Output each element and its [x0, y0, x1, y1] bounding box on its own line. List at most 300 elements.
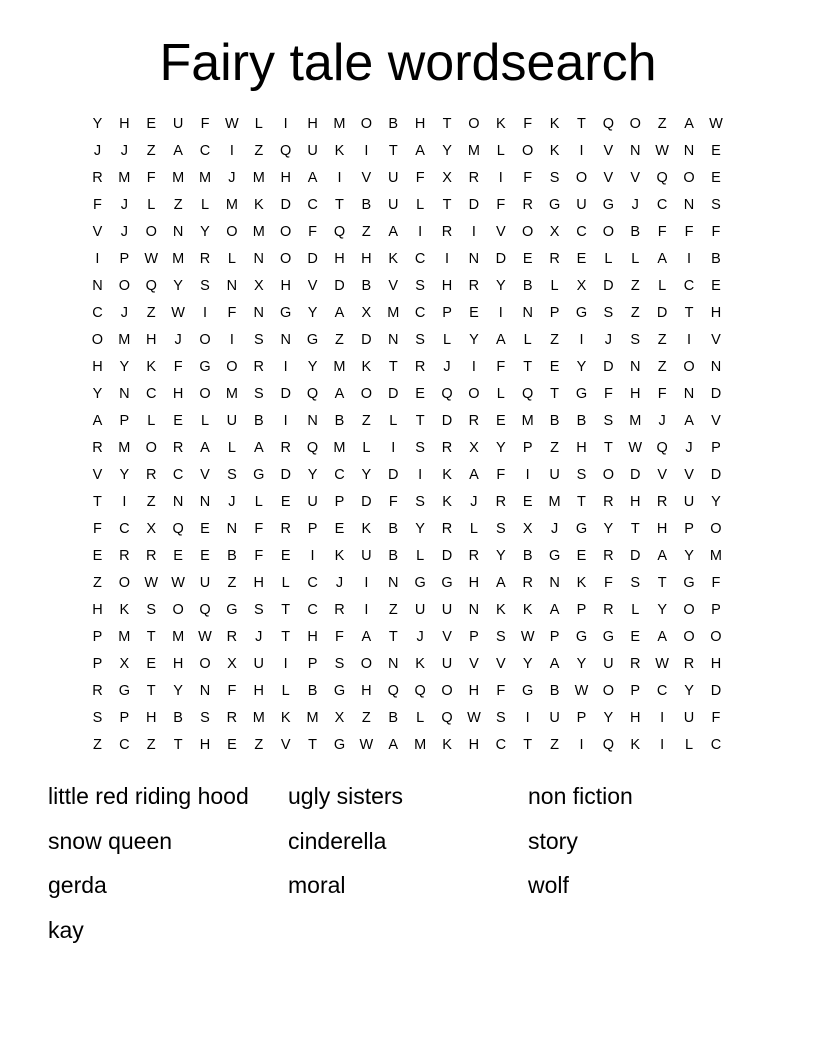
grid-letter: S	[415, 332, 425, 348]
grid-letter: G	[333, 683, 346, 699]
grid-letter: I	[283, 413, 288, 429]
grid-letter: G	[199, 359, 211, 375]
grid-letter: C	[307, 575, 318, 591]
grid-letter: Z	[146, 143, 156, 159]
grid-letter: O	[683, 629, 695, 645]
grid-letter: R	[603, 494, 614, 510]
grid-letter: A	[334, 386, 345, 402]
grid-letter: Z	[550, 332, 560, 348]
grid-letter: V	[92, 224, 103, 240]
grid-letter: N	[468, 251, 480, 267]
grid-letter: Y	[119, 467, 130, 483]
grid-letter: J	[228, 494, 236, 510]
grid-letter: R	[468, 413, 480, 429]
grid-letter: U	[683, 710, 695, 726]
grid-letter: V	[657, 467, 667, 483]
grid-letter: R	[495, 494, 507, 510]
grid-letter: D	[630, 548, 641, 564]
grid-letter: Q	[199, 602, 211, 618]
grid-letter: V	[711, 332, 721, 348]
grid-letter: F	[388, 494, 398, 510]
grid-letter: E	[576, 548, 587, 564]
grid-letter: E	[549, 359, 560, 375]
grid-letter: Y	[522, 656, 533, 672]
grid-letter: R	[253, 359, 265, 375]
grid-letter: R	[92, 683, 103, 699]
grid-letter: N	[683, 197, 695, 213]
grid-letter: G	[602, 629, 614, 645]
grid-letter: C	[576, 224, 587, 240]
grid-letter: I	[660, 710, 665, 726]
grid-letter: F	[496, 467, 506, 483]
grid-letter: Y	[173, 683, 183, 699]
grid-letter: S	[495, 629, 506, 645]
grid-letter: S	[253, 332, 264, 348]
grid-letter: V	[92, 467, 103, 483]
grid-letter: E	[146, 116, 157, 132]
grid-letter: J	[443, 359, 451, 375]
grid-letter: I	[229, 143, 234, 159]
grid-letter: N	[172, 494, 184, 510]
grid-letter: K	[630, 737, 641, 753]
grid-letter: T	[173, 737, 183, 753]
grid-letter: H	[92, 359, 103, 375]
grid-letter: B	[388, 521, 399, 537]
grid-letter: I	[283, 656, 288, 672]
grid-letter: K	[576, 575, 587, 591]
grid-letter: A	[495, 332, 506, 348]
grid-letter: I	[660, 737, 665, 753]
grid-letter: Z	[657, 359, 667, 375]
grid-letter: D	[334, 278, 345, 294]
grid-letter: O	[441, 683, 453, 699]
grid-letter: C	[145, 386, 157, 402]
grid-letter: M	[521, 413, 534, 429]
grid-letter: P	[307, 521, 318, 537]
grid-letter: H	[172, 656, 184, 672]
grid-letter: U	[441, 656, 453, 672]
grid-letter: G	[575, 386, 588, 402]
grid-letter: Y	[603, 710, 614, 726]
grid-letter: C	[92, 305, 103, 321]
grid-letter: C	[414, 305, 426, 321]
grid-letter: T	[93, 494, 102, 510]
grid-letter: N	[388, 575, 399, 591]
grid-letter: H	[468, 683, 480, 699]
grid-letter: Z	[146, 494, 156, 510]
grid-letter: M	[548, 494, 561, 510]
grid-letter: M	[198, 170, 212, 186]
grid-letter: Y	[495, 278, 506, 294]
grid-letter: O	[360, 386, 372, 402]
grid-letter: A	[388, 224, 399, 240]
grid-letter: N	[710, 359, 722, 375]
grid-letter: K	[361, 521, 372, 537]
grid-letter: N	[92, 278, 103, 294]
grid-letter: B	[227, 548, 237, 564]
grid-letter: O	[629, 116, 641, 132]
grid-letter: F	[603, 575, 613, 591]
grid-letter: Q	[656, 440, 668, 456]
grid-letter: F	[93, 197, 102, 213]
grid-letter: S	[603, 413, 614, 429]
grid-letter: S	[549, 170, 560, 186]
grid-letter: C	[334, 467, 345, 483]
grid-letter: L	[281, 575, 290, 591]
grid-letter: S	[200, 710, 210, 726]
grid-letter: N	[172, 224, 184, 240]
grid-letter: V	[361, 170, 372, 186]
grid-letter: Y	[495, 548, 506, 564]
grid-letter: L	[416, 197, 425, 213]
grid-letter: Z	[93, 737, 102, 753]
grid-letter: N	[468, 602, 480, 618]
grid-letter: D	[710, 386, 722, 402]
grid-letter: F	[711, 710, 721, 726]
grid-letter: N	[549, 575, 560, 591]
grid-letter: F	[254, 521, 264, 537]
grid-letter: V	[495, 656, 506, 672]
grid-letter: W	[655, 656, 669, 672]
grid-letter: W	[467, 710, 481, 726]
grid-letter: B	[307, 683, 318, 699]
grid-letter: L	[281, 683, 290, 699]
grid-letter: I	[418, 224, 423, 240]
grid-letter: T	[388, 143, 398, 159]
grid-letter: Q	[306, 440, 319, 456]
grid-letter: O	[468, 116, 480, 132]
grid-letter: F	[200, 116, 210, 132]
grid-letter: N	[119, 386, 130, 402]
grid-letter: A	[253, 440, 264, 456]
grid-letter: Y	[119, 359, 130, 375]
grid-letter: S	[253, 602, 264, 618]
grid-letter: H	[172, 386, 184, 402]
grid-letter: A	[361, 629, 372, 645]
grid-letter: Z	[361, 710, 371, 726]
grid-letter: F	[173, 359, 183, 375]
grid-letter: N	[226, 278, 238, 294]
grid-letter: E	[146, 656, 157, 672]
grid-letter: K	[361, 359, 372, 375]
grid-letter: A	[684, 413, 694, 429]
grid-letter: Y	[200, 224, 210, 240]
grid-letter: A	[549, 602, 560, 618]
grid-letter: O	[199, 332, 211, 348]
grid-letter: P	[307, 656, 318, 672]
grid-letter: R	[441, 521, 453, 537]
grid-letter: I	[364, 602, 369, 618]
grid-letter: G	[441, 575, 453, 591]
grid-letter: P	[630, 683, 641, 699]
grid-letter: V	[200, 467, 210, 483]
grid-letter: D	[603, 278, 614, 294]
grid-letter: X	[361, 305, 372, 321]
grid-letter: L	[200, 413, 210, 429]
grid-letter: X	[227, 656, 237, 672]
grid-letter: V	[603, 143, 614, 159]
grid-letter: X	[522, 521, 533, 537]
grid-letter: J	[470, 494, 478, 510]
grid-letter: R	[280, 440, 291, 456]
grid-letter: R	[145, 467, 157, 483]
grid-letter: Y	[684, 683, 694, 699]
grid-letter: A	[334, 305, 345, 321]
grid-letter: W	[198, 629, 212, 645]
grid-letter: M	[333, 116, 346, 132]
grid-letter: D	[441, 413, 453, 429]
grid-letter: R	[683, 656, 695, 672]
grid-letter: B	[388, 710, 399, 726]
grid-letter: E	[711, 170, 721, 186]
grid-letter: W	[709, 116, 723, 132]
grid-letter: T	[523, 359, 533, 375]
grid-letter: P	[92, 656, 103, 672]
grid-letter: I	[122, 494, 127, 510]
grid-letter: M	[118, 332, 131, 348]
grid-letter: H	[253, 683, 265, 699]
grid-letter: R	[630, 656, 641, 672]
grid-letter: U	[576, 197, 587, 213]
grid-letter: Q	[441, 710, 453, 726]
grid-letter: U	[307, 494, 318, 510]
grid-letter: H	[710, 656, 722, 672]
grid-letter: X	[442, 170, 452, 186]
grid-letter: M	[172, 629, 185, 645]
grid-letter: J	[255, 629, 263, 645]
grid-letter: Z	[361, 224, 371, 240]
grid-letter: J	[335, 575, 344, 591]
grid-letter: H	[414, 116, 426, 132]
grid-letter: L	[147, 413, 156, 429]
grid-letter: O	[360, 116, 372, 132]
grid-letter: R	[199, 251, 211, 267]
grid-letter: P	[549, 629, 560, 645]
grid-letter: D	[388, 386, 399, 402]
grid-letter: D	[710, 683, 722, 699]
grid-letter: I	[498, 170, 503, 186]
grid-letter: Y	[442, 143, 452, 159]
grid-letter: H	[253, 575, 265, 591]
grid-letter: O	[118, 278, 130, 294]
grid-letter: Z	[146, 305, 156, 321]
grid-letter: W	[628, 440, 643, 456]
grid-letter: A	[657, 251, 667, 267]
grid-letter: T	[442, 197, 452, 213]
grid-letter: I	[337, 170, 342, 186]
grid-letter: H	[468, 575, 480, 591]
grid-letter: N	[199, 683, 211, 699]
grid-letter: P	[522, 440, 533, 456]
grid-letter: O	[360, 656, 372, 672]
grid-letter: T	[442, 116, 452, 132]
grid-letter: R	[522, 197, 533, 213]
grid-letter: O	[522, 143, 534, 159]
grid-letter: W	[574, 683, 589, 699]
grid-letter: H	[199, 737, 211, 753]
grid-letter: V	[711, 413, 721, 429]
grid-letter: I	[95, 251, 100, 267]
grid-letter: R	[549, 251, 560, 267]
word-list-item: gerda	[48, 872, 107, 898]
grid-letter: Y	[92, 386, 103, 402]
grid-letter: G	[226, 602, 238, 618]
grid-letter: H	[280, 278, 291, 294]
grid-letter: K	[549, 143, 560, 159]
grid-letter: S	[495, 521, 506, 537]
grid-letter: C	[119, 521, 130, 537]
grid-letter: Q	[145, 278, 157, 294]
grid-letter: L	[442, 332, 452, 348]
grid-letter: T	[577, 116, 586, 132]
grid-letter: P	[684, 521, 694, 537]
word-list-item: non fiction	[528, 783, 633, 809]
grid-letter: C	[683, 278, 695, 294]
grid-letter: I	[283, 359, 288, 375]
grid-letter: X	[469, 440, 479, 456]
grid-letter: O	[226, 359, 238, 375]
grid-letter: J	[658, 413, 666, 429]
grid-letter: K	[146, 359, 157, 375]
grid-letter: D	[388, 467, 399, 483]
grid-letter: I	[418, 467, 423, 483]
grid-letter: E	[711, 278, 721, 294]
grid-letter: D	[656, 305, 668, 321]
grid-letter: T	[630, 521, 640, 537]
grid-letter: O	[602, 467, 614, 483]
grid-letter: V	[388, 278, 399, 294]
grid-letter: Y	[657, 602, 667, 618]
grid-letter: M	[629, 413, 642, 429]
grid-letter: A	[684, 116, 694, 132]
grid-letter: N	[280, 332, 291, 348]
grid-letter: D	[630, 467, 641, 483]
grid-letter: X	[549, 224, 560, 240]
grid-letter: O	[710, 629, 722, 645]
grid-letter: F	[496, 197, 506, 213]
grid-letter: N	[199, 494, 211, 510]
grid-letter: U	[226, 413, 238, 429]
grid-letter: G	[333, 737, 346, 753]
grid-letter: K	[388, 251, 399, 267]
grid-letter: S	[415, 278, 425, 294]
grid-letter: W	[144, 251, 159, 267]
grid-letter: B	[630, 224, 641, 240]
grid-letter: B	[549, 683, 560, 699]
grid-letter: R	[280, 521, 291, 537]
grid-letter: O	[683, 170, 695, 186]
grid-letter: I	[391, 440, 396, 456]
grid-letter: W	[225, 116, 239, 132]
grid-letter: S	[334, 656, 345, 672]
grid-letter: K	[253, 197, 264, 213]
grid-letter: I	[525, 710, 530, 726]
grid-letter: W	[171, 305, 185, 321]
grid-letter: L	[416, 548, 425, 564]
grid-letter: T	[146, 683, 156, 699]
grid-letter: D	[361, 494, 372, 510]
grid-letter: U	[199, 575, 211, 591]
grid-letter: Q	[522, 386, 534, 402]
grid-letter: C	[119, 737, 130, 753]
grid-letter: H	[710, 305, 722, 321]
grid-letter: Z	[630, 278, 640, 294]
grid-letter: Z	[630, 305, 640, 321]
grid-letter: R	[172, 440, 184, 456]
grid-letter: T	[523, 737, 533, 753]
grid-letter: L	[523, 332, 532, 348]
grid-letter: N	[630, 143, 641, 159]
grid-letter: I	[579, 332, 584, 348]
grid-letter: B	[361, 278, 372, 294]
grid-letter: R	[334, 602, 345, 618]
grid-letter: K	[442, 737, 452, 753]
grid-letter: Y	[576, 359, 587, 375]
grid-letter: N	[683, 386, 695, 402]
grid-letter: H	[630, 494, 641, 510]
grid-letter: C	[414, 251, 426, 267]
grid-letter: I	[471, 359, 476, 375]
grid-letter: K	[119, 602, 130, 618]
grid-letter: A	[657, 548, 667, 564]
grid-letter: P	[711, 602, 721, 618]
grid-letter: L	[416, 710, 425, 726]
grid-letter: O	[280, 224, 292, 240]
grid-letter: I	[687, 332, 692, 348]
grid-letter: D	[280, 386, 291, 402]
grid-letter: I	[498, 305, 503, 321]
grid-letter: H	[441, 278, 453, 294]
grid-letter: B	[522, 278, 533, 294]
grid-letter: I	[687, 251, 692, 267]
grid-letter: Y	[415, 521, 425, 537]
grid-letter: K	[442, 494, 452, 510]
grid-letter: F	[657, 386, 667, 402]
grid-letter: K	[415, 656, 425, 672]
grid-letter: S	[253, 386, 264, 402]
grid-letter: Z	[93, 575, 102, 591]
grid-letter: Z	[335, 332, 344, 348]
grid-letter: F	[523, 170, 533, 186]
grid-letter: H	[145, 332, 157, 348]
word-list-item: ugly sisters	[288, 783, 404, 809]
grid-letter: Y	[576, 656, 587, 672]
grid-letter: S	[603, 305, 614, 321]
grid-letter: O	[468, 386, 480, 402]
grid-letter: E	[522, 251, 533, 267]
grid-letter: P	[549, 305, 560, 321]
grid-letter: J	[685, 440, 693, 456]
grid-letter: Z	[254, 143, 264, 159]
grid-letter: B	[173, 710, 183, 726]
grid-letter: E	[280, 548, 291, 564]
grid-letter: Q	[387, 683, 399, 699]
grid-letter: D	[280, 197, 291, 213]
grid-letter: Z	[388, 602, 398, 618]
grid-letter: E	[334, 521, 345, 537]
grid-letter: A	[388, 737, 399, 753]
grid-letter: P	[334, 494, 345, 510]
grid-letter: E	[415, 386, 425, 402]
grid-letter: I	[579, 737, 584, 753]
grid-letter: G	[548, 548, 561, 564]
grid-letter: E	[280, 494, 291, 510]
grid-letter: B	[253, 413, 264, 429]
grid-letter: T	[281, 629, 291, 645]
grid-letter: R	[441, 440, 453, 456]
grid-letter: G	[253, 467, 265, 483]
grid-letter: R	[414, 359, 426, 375]
